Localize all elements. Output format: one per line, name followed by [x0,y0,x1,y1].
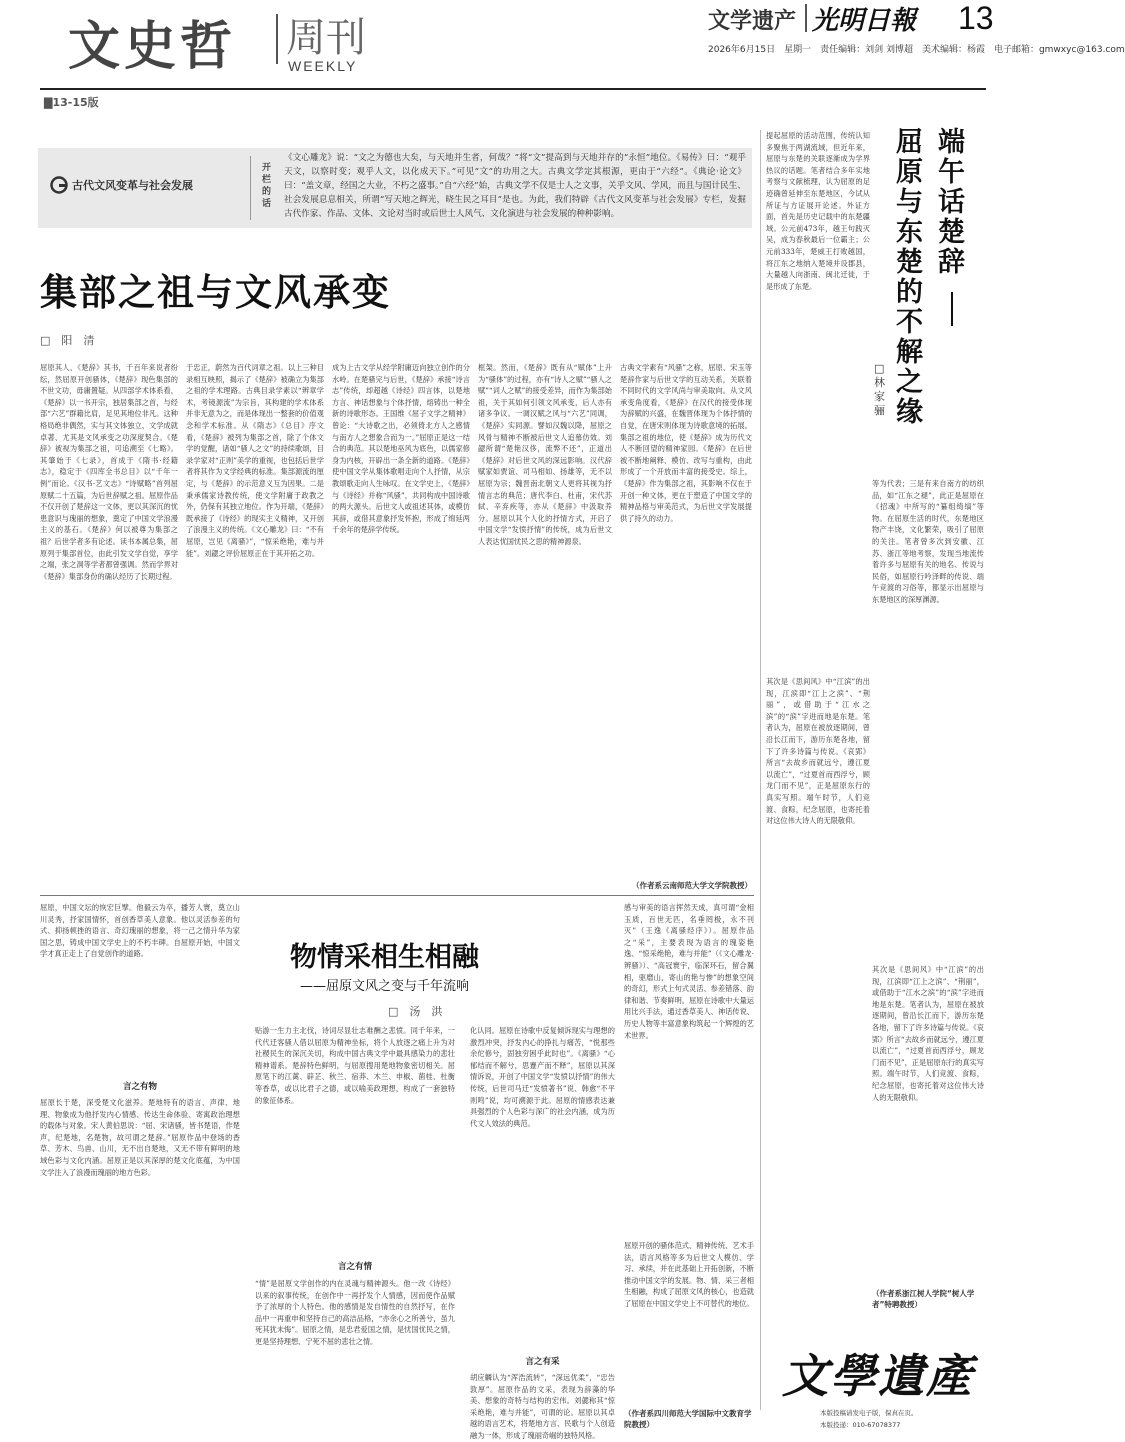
article1-col1: 屈原其人、《楚辞》其书，千百年来说者纷纭，然屈原开创骚体，《楚辞》现色集部的不世文功，毋庸置疑。从四部学术体系看，《楚辞》以一书开宗，独居集部之首，与经部“六艺”群籍比肩，足见其地位非凡。这种格局绝非偶然，实与其文体独立、文学成就卓著、尤其是文风承变之功深度契合。《楚辞》被视为集部之祖，可追溯至《七略》。其肇始于《七录》，首成于《隋书·经籍志》，稳定于《四库全书总目》以“千年一例”而论。《汉书·艺文志》“诗赋略”首列屈原赋二十五篇，为后世辞赋之祖。屈原作品不仅开创了楚辞这一文体，更以其深沉的忧患意识与瑰丽的想象，奠定了中国文学浪漫主义的基石。《楚辞》何以被尊为集部之祖？后世学者多有论述。读书本属总集，屈原列于集部首位，由此引发文学自觉，享学之端，张之洞等学者都曾强调。然而学界对《楚辞》集部身份的确认经历了长期过程。 [40,363,178,581]
article2-sub3: 言之有采 [525,1357,560,1367]
kai-label: 开栏的话 [262,163,272,209]
article2-byline: □ 汤 洪 [388,1005,443,1018]
masthead-weekly: WEEKLY [288,58,358,74]
footer-line1: 本版投稿请发电子版，保真在页。 [820,1409,918,1417]
masthead-title: 文史哲 [68,17,237,77]
lead-divider [250,156,251,220]
article2-col3: 化认同。屈原在诗歌中反复倾诉现实与理想的激烈冲突，抒发内心的挣扎与痛苦，“悦那些余佗修兮，固独穷困乎此时也”。《离骚》“心郁结而不解兮，思蹇产而不释”，屈原以其深情诉说，开创了中国文学“发愤以抒情”的伟大传统，后世司马迁“发愤著书”说、韩愈“不平则鸣”说，均可溯源于此。屈原的情感表达兼具强烈的个人色彩与深广的社会内涵，成为历代文人效法的典范。 [470,1026,615,1128]
article1-col2: 于忠正，蔚然为百代词章之祖。以上三种目录相互映照，揭示了《楚辞》被确立为集部之祖的学术理路。古典目录学素以“辨章学术，考镜源流”为宗旨，其构建的学术体系并非无意为之，而是体现出一整套的价值观念和学术标准。从《隋志》《总目》序文看，《楚辞》被列为集部之首，除了个体文学的觉醒，诸如“骚人之文”的持续歌颂，目录学家对“正则”美学的重视，也包括后世学者将其作为文学经典的标准。集部源流的厘定，与《楚辞》的示范意义互为因果。二是秉承儒家诗教传统，使文学附庸于政教之外，仍保有其独立地位。作为开端，《楚辞》既承接了《诗经》的现实主义精神，又开创了浪漫主义的传统。《文心雕龙》曰：“不有屈原，岂见《离骚》”，“惊采绝艳，难与并能”。刘勰之评价屈原正在于其开拓之功。 [186,363,324,558]
article3-title-a: 端午话楚辞 [938,127,965,278]
lead-text: 《文心雕龙》说：“文之为德也大矣，与天地并生者，何哉？”将“文”提高到与天地并存的“永恒”地位。《易传》曰：“观乎天文，以察时变；观乎人文，以化成天下。”可见“文”的功用之大。古典文学定其根源，更由于“六经”。《典论·论文》曰：“盖文章，经国之大业，不朽之盛事。”自“六经”始，古典文学不仅是士人之文事，关乎文风、学风，而且与国计民生、社会发展息息相关，所谓“写天地之辉光，晓生民之耳目”是也。为此，我们特辟《古代文风变革与社会发展》专栏，发掘古代作家、作品、文体、文论对当时或后世士人风气、文化演进与社会发展的种种影响。 [284,153,746,219]
article2-title: 物情采相生相融 [290,942,479,973]
page-number: 13 [958,0,994,36]
article2-col4: 感与审美的语言挥然天成，真可谓“金相玉质，百世无匹，名垂罔极，永不刊灭”（王逸《离骚经序》）。屈原作品之“采”，主要表现为语言的瑰姿艳逸、“惊采绝艳，难与并能”（《文心雕龙·辨骚》）、“高冠寰宇，临深环石，留合翼相，驱磨山，寄山的艳与惨”的想象空间的奇幻，形式上句式灵活、参差错落、韵律和谐、节奏鲜明。屈原在诗歌中大量运用比兴手法，通过香草美人、神话传说、历史人物等丰富意象构筑起一个辉煌的艺术世界。 [624,903,754,1040]
article2-col4b: 屈原开创的骚体范式、精神传统、艺术手法，语言风格等多为后世文人模仿、学习、承续，并在此基础上开拓创新，不断推动中国文学的发展。物、情、采三者相生相融，构成了屈原文风的核心，也造就了屈原在中国文学史上不可替代的地位。 [624,1241,754,1308]
column-g-icon [50,176,68,194]
article1-byline: □ 阳 清 [40,334,95,347]
article2-col2: 贴游一生力主北伐，诗词尽显壮志难酬之悲愤。同千年来，一代代迁客骚人借以屈原为精神坐标，将个人放逐之痛上升为对社稷民生的深沉关切，构成中国古典文学中最具感染力的悲壮精神谱系。楚辞特色鲜明，与屈原搜用楚地物象密切相关。屈原笔下的江蓠、辟芷、秋兰、宿莽、木兰、申椒、菌桂、杜衡等香草，或以比君子之德，或以喻美政理想，构成了一套独特的象征体系。 [255,1026,455,1105]
section-name: 文学遗产 [708,9,797,34]
article2-col1: 屈原，中国文坛的恢宏巨擘。他毅云为卒，播芳人寰，奠立山川灵秀，抒家国情怀，首创香草美人意象。他以灵活参差的句式、抑扬顿挫的语言、奇幻瑰丽的想象，将一己之情升华为家国之思，铸成中国文学史上的不朽丰碑。自屈原开始，中国文学才真正走上了自觉创作的道路。 [40,903,240,959]
article2-sub2: 言之有情 [337,1262,372,1272]
section-divider [805,4,807,32]
article3-title-b: 屈原与东楚的不解之缘 [896,127,923,428]
footer-line2: 本版投递：010-67078377 [820,1421,901,1429]
column-label-text: 古代文风变革与社会发展 [72,179,193,192]
article1-note: （作者系云南师范大学文学院教授） [632,881,752,890]
article1-col3: 成为上古文学从经学附庸迈向独立创作的分水岭。在楚骚完与后世，《楚辞》承接“诗言志”传统，却超越《诗经》四言体，以楚地方言、神话想象与个体抒情，熔铸出一种全新的诗歌形态。王国维《屈子文学之精神》曾论：“大诗歌之出，必须倚北方人之感情与南方人之想象合而为一。”屈原正是这一结合的典范。其以楚地巫风为底色，以儒家修身为内核，开辟出一条全新的道路。《楚辞》使中国文学从集体歌唱走向个人抒情，从宗教颂歌走向人生咏叹。在文学史上，《楚辞》与《诗经》并称“风骚”，共同构成中国诗歌的两大源头。后世文人或祖述其体，或模仿其辞，或借其意象抒发怀抱，形成了绵延两千余年的楚辞学传统。 [332,363,470,535]
article3-byline: □ 林家骊 [874,362,896,417]
article2-note: （作者系四川师范大学国际中文教育学院教授） [624,1409,752,1429]
article1-title: 集部之祖与文风承变 [40,271,391,314]
article3-note: （作者系浙江树人学院“树人学者”特聘教授） [872,1289,975,1309]
article2-col1b: 屈原长于楚，深受楚文化滋养。楚地特有的语言、声律、地理、物象成为他抒发内心情感、传达生命体验、寄寓政治理想的载体与对象。宋人黄伯思说：“屈、宋诸骚，皆书楚语，作楚声，纪楚地，名楚物，故可谓之楚辞。”屈原作品中登场的香草、芳木、鸟兽、山川，无不出自楚地，又无不带有鲜明的地域色彩与文化内涵。屈原正是以其深厚的楚文化底蕴，为中国文学注入了浪漫而瑰丽的地方色彩。 [40,1098,240,1177]
article3-dash [951,292,953,326]
column-label [50,176,193,194]
article2-sub1: 言之有物 [122,1082,157,1092]
article3-col3: 其次是《思间风》中“江滨”的出现，江滨即“江上之滨”、“荆丽”，或借助于“江水之滨”的“滨”字进而地是东楚。笔者认为，屈原在被放逐期间，曾沿长江而下，游历东楚各地，留下了许多诗篇与传说。《哀郢》所言“去故乡而就远兮，遵江夏以流亡”，“过夏首而西浮兮，顾龙门而不见”，正是屈原东行的真实写照。端午时节，人们竞渡、食粽，纪念屈原，也寄托着对这位伟大诗人的无限敬仰。 [872,965,984,1102]
literary-heritage-logo: 文學遺產 [782,1349,974,1403]
masthead-zhoukan: 周刊 [286,15,366,61]
masthead-divider [276,14,278,64]
article3-col1: 提起屈原的活动范围，传统认知多聚焦于两湖流域，但近年来，屈原与东楚的关联逐渐成为学界热议的话题。笔者结合多年实地考察与文献梳理，认为屈原的足迹确曾延伸至东楚地区，今试从所证与方证展开论述。外证方面，首先是历史记载中的东楚疆域。公元前473年，越王句践灭吴，成为春秋最后一位霸主；公元前333年，楚威王打败越国，将江东之地纳入楚境并设郡县，大量越人向浙南、闽北迁徙，于是形成了东楚。 [766,131,870,291]
article2-col2b: “情”是屈原文学创作的内在灵魂与精神源头。他一改《诗经》以来的叙事传统，在创作中一再抒发个人情感，因而使作品赋予了浓厚的个人特色。他的感情是发自情性的自然抒写，在作品中一再重申和坚持自己的高洁品格，“亦余心之所善兮，虽九死其犹未悔”。屈原之情，是忠君爱国之情，是忧国忧民之情，更是坚持理想、宁死不屈的悲壮之情。 [255,1279,455,1346]
right-column-rule [760,130,761,1410]
paper-name: 光明日報 [812,6,917,36]
article3-col2: 等为代表；三是有来自南方的纺织品，如“江东之褪”，此正是屈原在《招魂》中所写的“纂组绮缟”等物。在屈原生活的时代，东楚地区物产丰饶，文化繁荣，吸引了屈原的关注。笔者曾多次到安徽、江苏、浙江等地考察，发现当地流传着许多与屈原有关的地名、传说与民俗，如屈原行吟泽畔的传说、端午竞渡的习俗等，都显示出屈原与东楚地区的深厚渊源。 [872,479,984,604]
article1-col4: 框架。然而，《楚辞》既有从“赋体”上升为“骚体”的过程，亦有“诗人之赋”“骚人之赋”“词人之赋”的接受差异，而作为集部始祖，关于其如何引领文风承变，后人亦有诸多争议。一调汉赋之风与“六艺”同调，《楚辞》实同源。譬如汉魏以降，屈原之风骨与精神不断被后世文人追慕仿效。刘勰所谓“楚艳汉侈，流弊不还”，正道出《楚辞》对后世文风的深远影响。汉代辞赋家如贾谊、司马相如、扬雄等，无不以屈原为宗；魏晋南北朝文人更将其视为抒情言志的典范；唐代李白、杜甫，宋代苏轼、辛弃疾等，亦从《楚辞》中汲取养分。屈原以其个人化的抒情方式，开启了中国文学“发愤抒情”的传统，成为后世文人表达忧国忧民之思的精神源泉。 [478,363,612,546]
article1-col5: 古典文学素有“风骚”之称，屈原、宋玉等楚辞作家与后世文学的互动关系，关联着不同时代的文学风尚与审美取向。从文风承变角度看，《楚辞》在汉代的接受体现为辞赋的兴盛，在魏晋体现为个体抒情的自觉，在唐宋则体现为诗歌意境的拓展。集部之祖的地位，使《楚辞》成为历代文人不断回望的精神家园。《楚辞》在后世被不断地阐释、模仿、改写与重构，由此形成了一个开放而丰富的接受史。综上，《楚辞》作为集部之祖，其影响不仅在于开创一种文体，更在于塑造了中国文学的精神品格与审美范式，为后世文学发展提供了持久的动力。 [620,363,752,523]
article1-bottom-rule [40,895,754,896]
masthead-rule [40,88,986,90]
article3-col1c: 其次是《思间风》中“江滨”的出现，江滨即“江上之滨”、“荆丽”，或借助于“江水之滨”的“滨”字进而地是东楚。笔者认为，屈原在被放逐期间，曾沿长江而下，游历东楚各地，留下了许多诗篇与传说。《哀郢》所言“去故乡而就远兮，遵江夏以流亡”，“过夏首而西浮兮，顾龙门而不见”，正是屈原东行的真实写照。端午时节，人们竞渡、食粽，纪念屈原，也寄托着对这位伟大诗人的无限敬仰。 [766,677,870,826]
page-range: ▇13-15版 [44,96,99,109]
article2-subtitle: ——屈原文风之变与千年流响 [300,979,470,994]
lead-box [38,148,752,228]
date-line: 2026年6月15日 星期一 责任编辑：刘剑 刘博超 美术编辑：杨霞 电子邮箱：gmwxyc@163.com [708,45,1125,55]
article2-col3b: 胡应麟认为“浑浩流转”，“深远优柔”，“忠告敦厚”。屈原作品的文采，表现为辞藻的华美、想象的奇特与结构的宏伟。刘勰称其“惊采绝艳，难与并能”，可谓的论。屈原以其卓越的语言艺术，将楚地方言、民歌与个人创造融为一体，形成了瑰丽奇崛的独特风格。 [470,1373,615,1440]
